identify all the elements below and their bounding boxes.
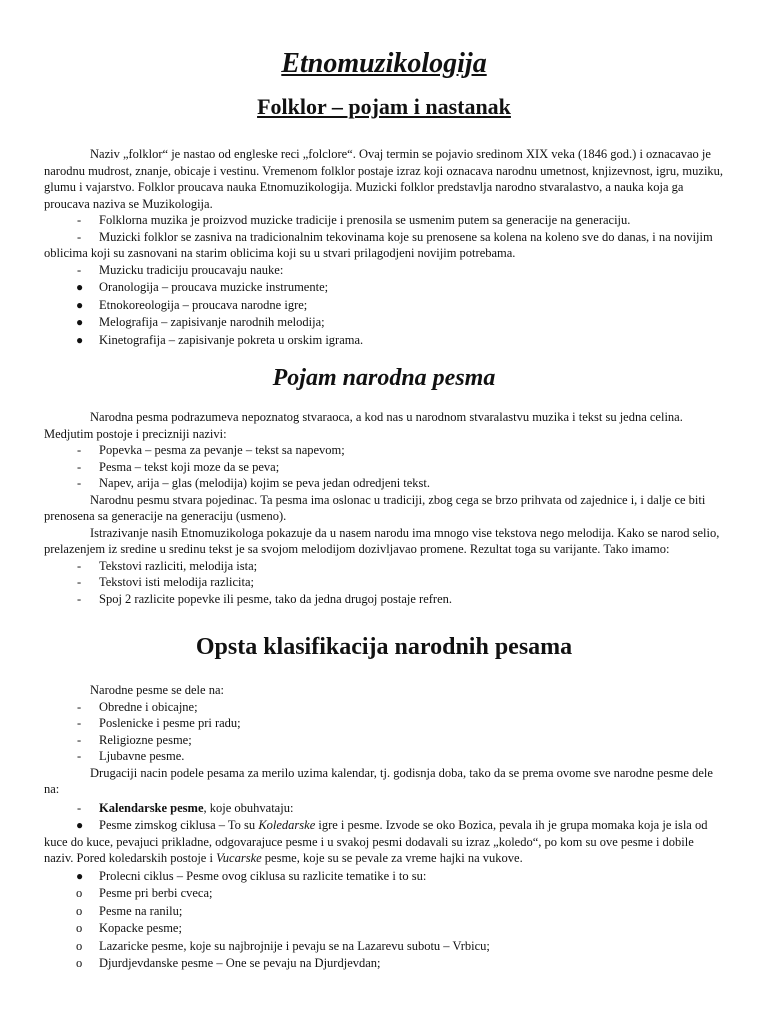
list-item: - Poslenicke i pesme pri radu; xyxy=(77,716,241,730)
dash-marker: - xyxy=(77,716,82,730)
circle-marker: o xyxy=(76,903,83,918)
list-item: o Pesme na ranilu; xyxy=(76,903,183,918)
list-item: - Tekstovi razliciti, melodija ista; xyxy=(77,558,258,573)
dash-marker: - xyxy=(77,476,82,490)
dash-marker: - xyxy=(77,262,82,277)
section-heading-folklor: Folklor – pojam i nastanak xyxy=(257,94,511,119)
list-item: - Religiozne pesme; xyxy=(77,732,192,747)
paragraph: Naziv „folklor“ je nastao od engleske reci „folclore“. Ovaj termin se pojavio sredinom XIX veka (1846 god.) i oznacavao je narodnu mudrost, znanje, obicaje i vestinu. Vremenom folklor postaje izraz koji oznacava narodnu umetnost, knjizevnost, igru, muziku, glumu i vajarstvo. Folklor proucava nauka Etnomuzikologija. Muzicki folklor predstavlja narodno stvaralastvo, a nauka koja ga proucava naziva se Muzikologija. xyxy=(44,147,724,211)
dash-marker: - xyxy=(77,800,82,815)
dash-marker: - xyxy=(77,699,82,714)
list-item: - Popevka – pesma za pevanje – tekst sa napevom; xyxy=(77,443,345,457)
list-item: - Spoj 2 razlicite popevke ili pesme, tako da jedna drugoj postaje refren. xyxy=(77,591,453,606)
dash-marker: - xyxy=(77,213,82,227)
dash-marker: - xyxy=(77,443,82,457)
section1-body xyxy=(44,146,724,348)
list-item: - Napev, arija – glas (melodija) kojim se peva jedan odredjeni tekst. xyxy=(77,476,431,490)
paragraph: Narodne pesme se dele na: xyxy=(90,683,224,697)
bullet-marker: ● xyxy=(76,868,84,883)
section2-body xyxy=(44,409,724,607)
list-item: ● Pesme zimskog ciklusa – To su Koledarske igre i pesme. Izvode se oko Bozica, pevala ih je grupa momaka koja je isla od kuce do kuce, pevajuci prikladne, odgovarajuce pesme i u svakoj pesmi dodavali su izraz „koledo“, po kom su ove pesme i dobile naziv. Pored koledarskih postoje i Vucarske pesme, koje su se pevale za vreme hajki na vukove. xyxy=(44,818,708,865)
bullet-marker: ● xyxy=(76,332,84,347)
list-item: ● Oranologija – proucava muzicke instrumente; xyxy=(76,280,329,294)
circle-marker: o xyxy=(76,921,83,935)
list-item: - Ljubavne pesme. xyxy=(77,749,185,763)
circle-marker: o xyxy=(76,938,83,953)
list-item: - Obredne i obicajne; xyxy=(77,699,198,714)
list-item: - Folklorna muzika je proizvod muzicke tradicije i prenosila se usmenim putem sa generacije na generaciju. xyxy=(77,213,631,227)
paragraph: Narodna pesma podrazumeva nepoznatog stvaraoca, a kod nas u narodnom stvaralastvu muzika i tekst su jedna celina. Medjutim postoje i precizniji nazivi: xyxy=(44,410,683,441)
dash-marker: - xyxy=(77,749,82,763)
list-item: ● Etnokoreologija – proucava narodne igre; xyxy=(76,297,308,312)
section3-body xyxy=(44,682,724,972)
dash-marker: - xyxy=(77,558,82,573)
dash-marker: - xyxy=(77,591,82,606)
dash-marker: - xyxy=(77,575,82,589)
paragraph: Istrazivanje nasih Etnomuzikologa pokazuje da u nasem narodu ima mnogo vise tekstova nego melodija. Kako se narod selio, prelazenjem iz sredine u sredinu tekst je sa svojom melodijom dozivljavao promene. Rezultat toga su varijante. Tako imamo: xyxy=(44,525,720,556)
dash-marker: - xyxy=(77,459,82,474)
dash-marker: - xyxy=(77,229,82,244)
list-item: - Tekstovi isti melodija razlicita; xyxy=(77,575,254,589)
kalendarske-label: Kalendarske pesme xyxy=(99,800,204,815)
list-item: - Kalendarske pesme, koje obuhvataju: xyxy=(77,800,294,815)
list-item: o Kopacke pesme; xyxy=(76,921,182,935)
bullet-marker: ● xyxy=(76,297,84,312)
list-item: ● Prolecni ciklus – Pesme ovog ciklusa su razlicite tematike i to su: xyxy=(76,868,427,883)
list-item: o Lazaricke pesme, koje su najbrojnije i pevaju se na Lazarevu subotu – Vrbicu; xyxy=(76,938,490,953)
list-item: - Muzicki folklor se zasniva na tradicionalnim tekovinama koje su prenosene sa kolena na koleno sve do danas, i na novijim oblicima koji su zasnovani na starim oblicima koji su u stvari prilagodjeni novijim potrebama. xyxy=(44,229,713,260)
dash-marker: - xyxy=(77,732,82,747)
document-title: Etnomuzikologija xyxy=(281,48,487,79)
circle-marker: o xyxy=(76,956,83,970)
paragraph: Narodnu pesmu stvara pojedinac. Ta pesma ima oslonac u tradiciji, zbog cega se brzo prihvata od zajednice i, i dalje ce biti prenosena sa generacije na generaciju (usmeno). xyxy=(44,492,706,523)
list-item: - Muzicku tradiciju proucavaju nauke: xyxy=(77,262,284,277)
list-item: - Pesma – tekst koji moze da se peva; xyxy=(77,459,280,474)
list-item: o Pesme pri berbi cveca; xyxy=(76,886,213,900)
list-item: o Djurdjevdanske pesme – One se pevaju na Djurdjevdan; xyxy=(76,956,381,970)
list-item: ● Melografija – zapisivanje narodnih melodija; xyxy=(76,315,325,329)
bullet-marker: ● xyxy=(76,818,84,832)
paragraph: Drugaciji nacin podele pesama za merilo uzima kalendar, tj. godisnja doba, tako da se prema ovome sve narodne pesme dele na: xyxy=(44,765,713,796)
list-item: ● Kinetografija – zapisivanje pokreta u orskim igrama. xyxy=(76,332,364,347)
section-heading-narodna-pesma: Pojam narodna pesma xyxy=(272,365,496,391)
section-heading-klasifikacija: Opsta klasifikacija narodnih pesama xyxy=(195,634,573,660)
circle-marker: o xyxy=(76,886,83,900)
bullet-marker: ● xyxy=(76,280,84,294)
bullet-marker: ● xyxy=(76,315,84,329)
